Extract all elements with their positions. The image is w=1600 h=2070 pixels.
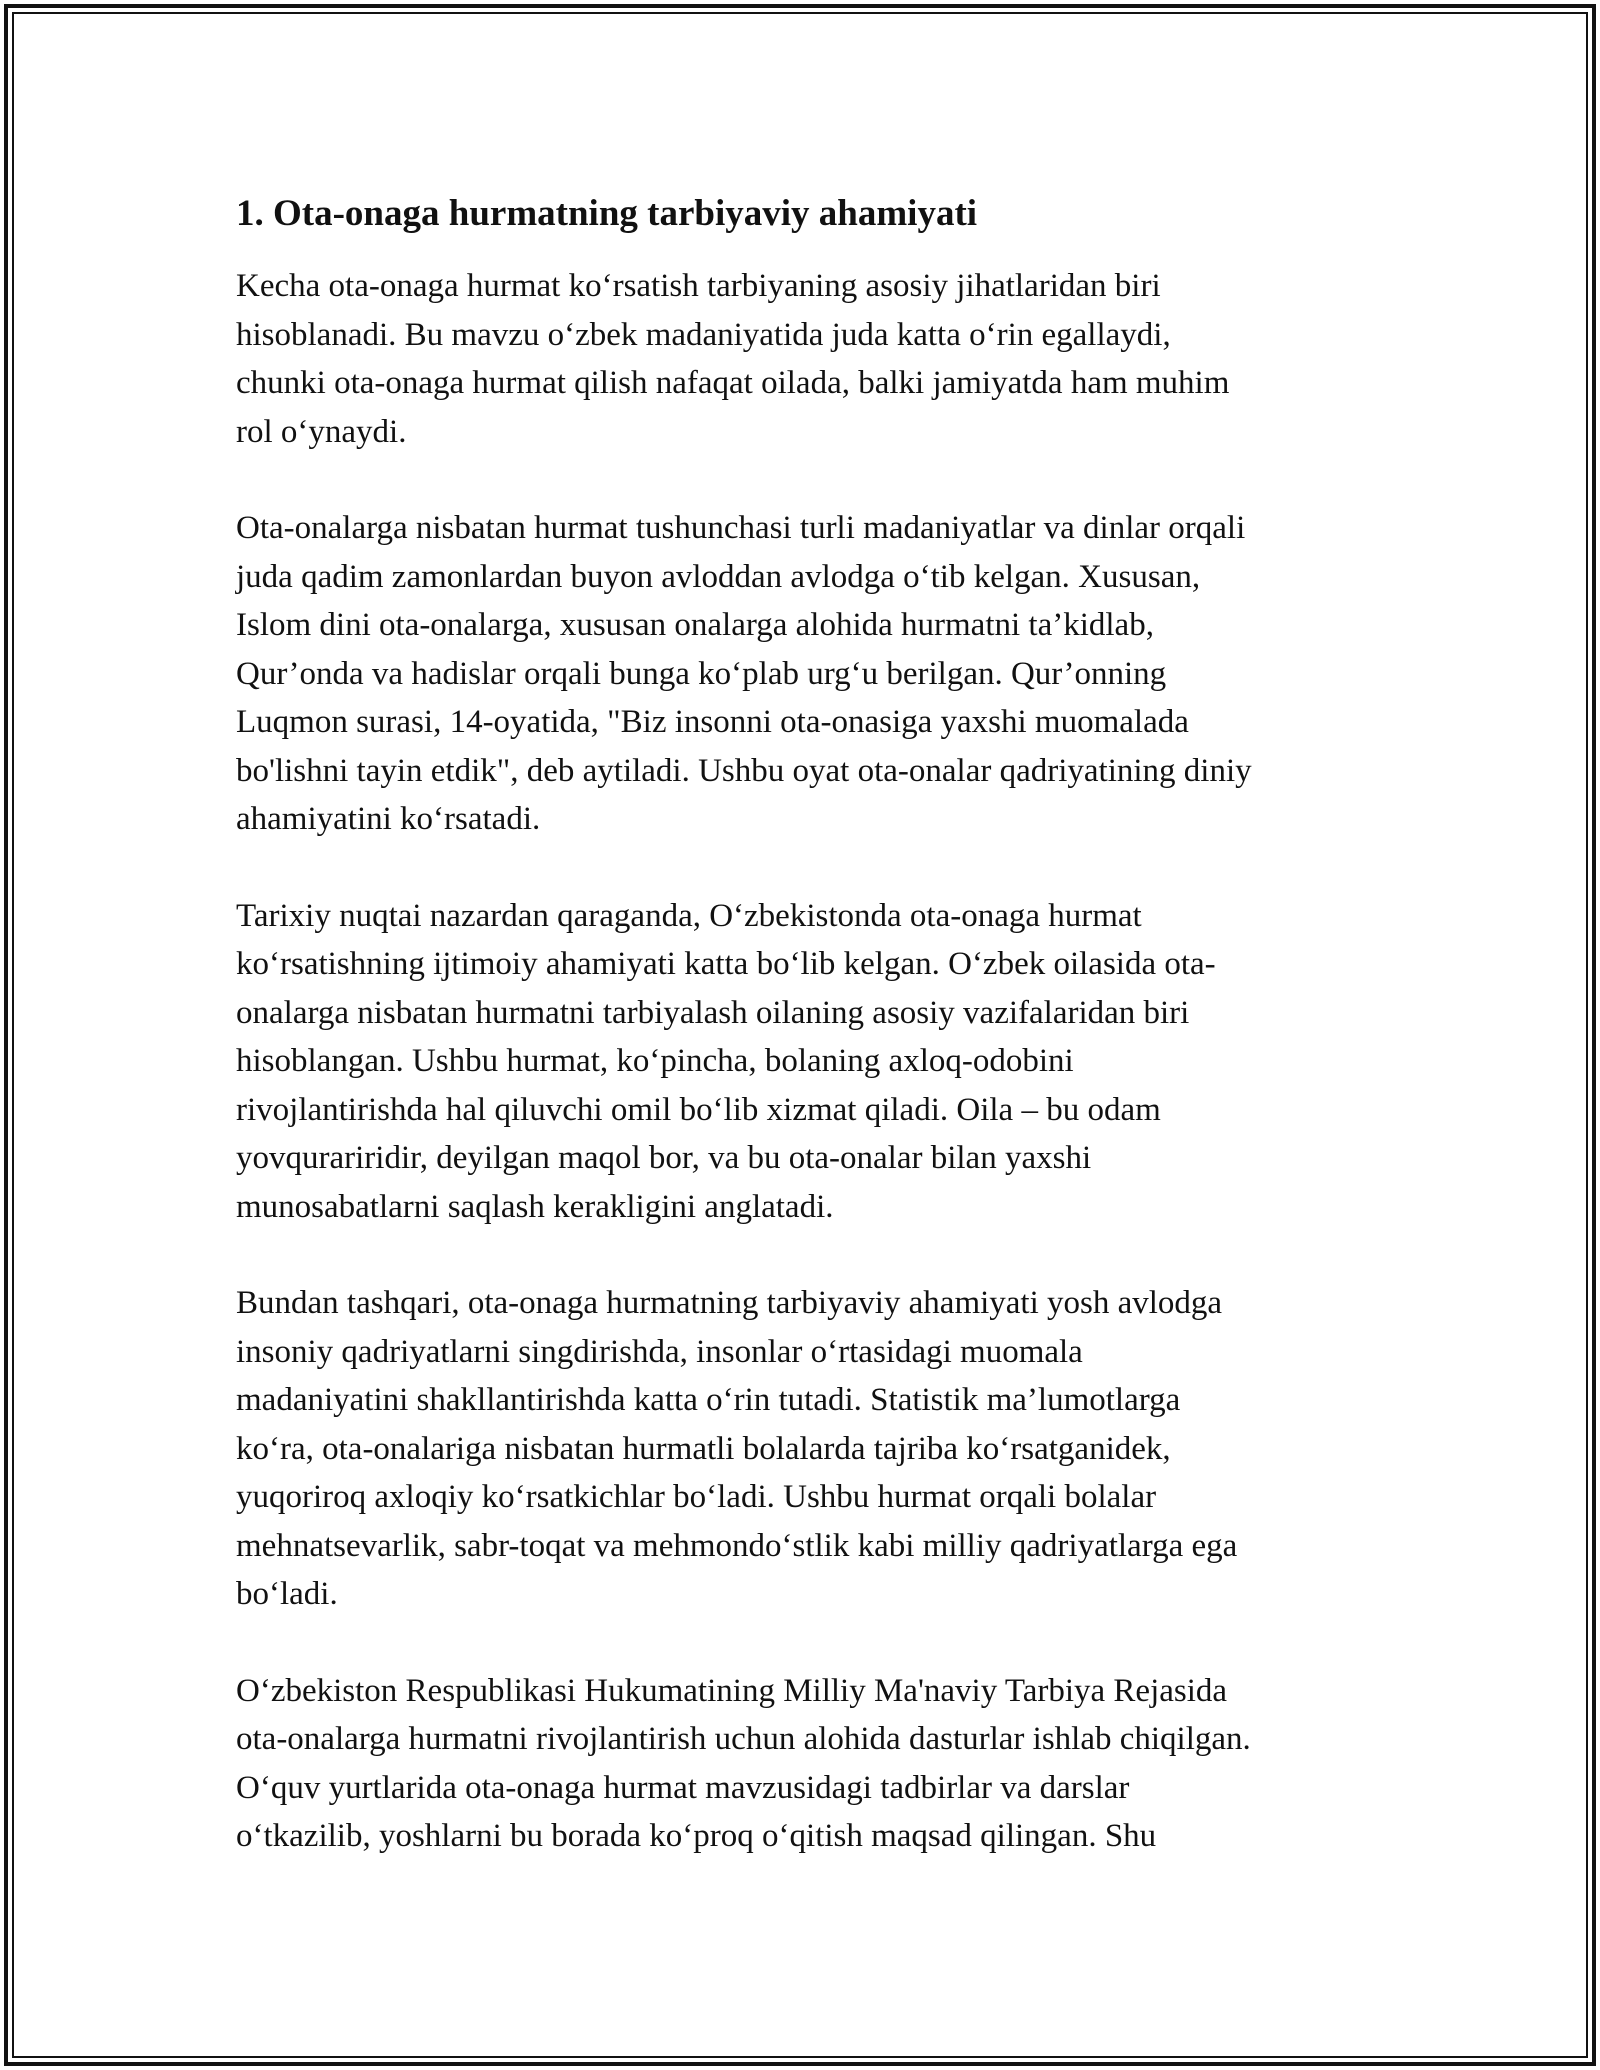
text-line: mehnatsevarlik, sabr-toqat va mehmondoʻstlik kabi milliy qadriyatlarga ega (236, 1527, 1238, 1564)
paragraph-5 (236, 1667, 1376, 1861)
text-line: hisoblanadi. Bu mavzu oʻzbek madaniyatida juda katta oʻrin egallaydi, (236, 316, 1171, 353)
text-line: Oʻzbekiston Respublikasi Hukumatining Milliy Ma'naviy Tarbiya Rejasida (236, 1672, 1228, 1709)
text-line: insoniy qadriyatlarni singdirishda, insonlar oʻrtasidagi muomala (236, 1333, 1083, 1370)
text-line: koʻra, ota-onalariga nisbatan hurmatli bolalarda tajriba koʻrsatganidek, (236, 1430, 1171, 1467)
text-line: juda qadim zamonlardan buyon avloddan avlodga oʻtib kelgan. Xususan, (236, 558, 1201, 595)
text-line: Tarixiy nuqtai nazardan qaraganda, Oʻzbekistonda ota-onaga hurmat (236, 897, 1142, 934)
text-line: ahamiyatini koʻrsatadi. (236, 801, 541, 837)
text-line: Islom dini ota-onalarga, xususan onalarga alohida hurmatni ta’kidlab, (236, 607, 1154, 643)
paragraph-4 (236, 1279, 1376, 1619)
text-line: Oʻquv yurtlarida ota-onaga hurmat mavzusidagi tadbirlar va darslar (236, 1769, 1130, 1806)
text-line: rol oʻynaydi. (236, 413, 407, 450)
text-line: madaniyatini shakllantirishda katta oʻrin tutadi. Statistik ma’lumotlarga (236, 1382, 1181, 1418)
text-line: bo'lishni tayin etdik", deb aytiladi. Ushbu oyat ota-onalar qadriyatining diniy (236, 752, 1252, 789)
text-line: onalarga nisbatan hurmatni tarbiyalash oilaning asosiy vazifalaridan biri (236, 994, 1190, 1031)
paragraph-2 (236, 504, 1376, 844)
text-line: Kecha ota-onaga hurmat koʻrsatish tarbiyaning asosiy jihatlaridan biri (236, 268, 1161, 304)
text-line: koʻrsatishning ijtimoiy ahamiyati katta boʻlib kelgan. Oʻzbek oilasida ota- (236, 946, 1216, 982)
text-line: munosabatlarni saqlash kerakligini anglatadi. (236, 1188, 834, 1225)
text-line: ota-onalarga hurmatni rivojlantirish uchun alohida dasturlar ishlab chiqilgan. (236, 1721, 1251, 1757)
text-line: boʻladi. (236, 1576, 338, 1612)
text-line: rivojlantirishda hal qiluvchi omil boʻlib xizmat qiladi. Oila – bu odam (236, 1091, 1161, 1128)
text-line: Luqmon surasi, 14-oyatida, "Biz insonni ota-onasiga yaxshi muomalada (236, 704, 1189, 740)
paragraph-1 (236, 262, 1376, 456)
text-line: yuqoriroq axloqiy koʻrsatkichlar boʻladi. Ushbu hurmat orqali bolalar (236, 1479, 1157, 1515)
section-heading: 1. Ota-onaga hurmatning tarbiyaviy ahamiyati (236, 193, 978, 234)
text-line: Bundan tashqari, ota-onaga hurmatning tarbiyaviy ahamiyati yosh avlodga (236, 1285, 1223, 1321)
text-line: chunki ota-onaga hurmat qilish nafaqat oilada, balki jamiyatda ham muhim (236, 365, 1230, 401)
paragraph-3 (236, 892, 1376, 1232)
text-line: Qur’onda va hadislar orqali bunga koʻplab urgʻu berilgan. Qur’onning (236, 655, 1167, 692)
text-line: yovqurariridir, deyilgan maqol bor, va bu ota-onalar bilan yaxshi (236, 1140, 1092, 1176)
document-body (236, 186, 1376, 1909)
text-line: Ota-onalarga nisbatan hurmat tushunchasi turli madaniyatlar va dinlar orqali (236, 510, 1246, 546)
text-line: hisoblangan. Ushbu hurmat, koʻpincha, bolaning axloq-odobini (236, 1043, 1074, 1079)
text-line: oʻtkazilib, yoshlarni bu borada koʻproq oʻqitish maqsad qilingan. Shu (236, 1818, 1157, 1854)
